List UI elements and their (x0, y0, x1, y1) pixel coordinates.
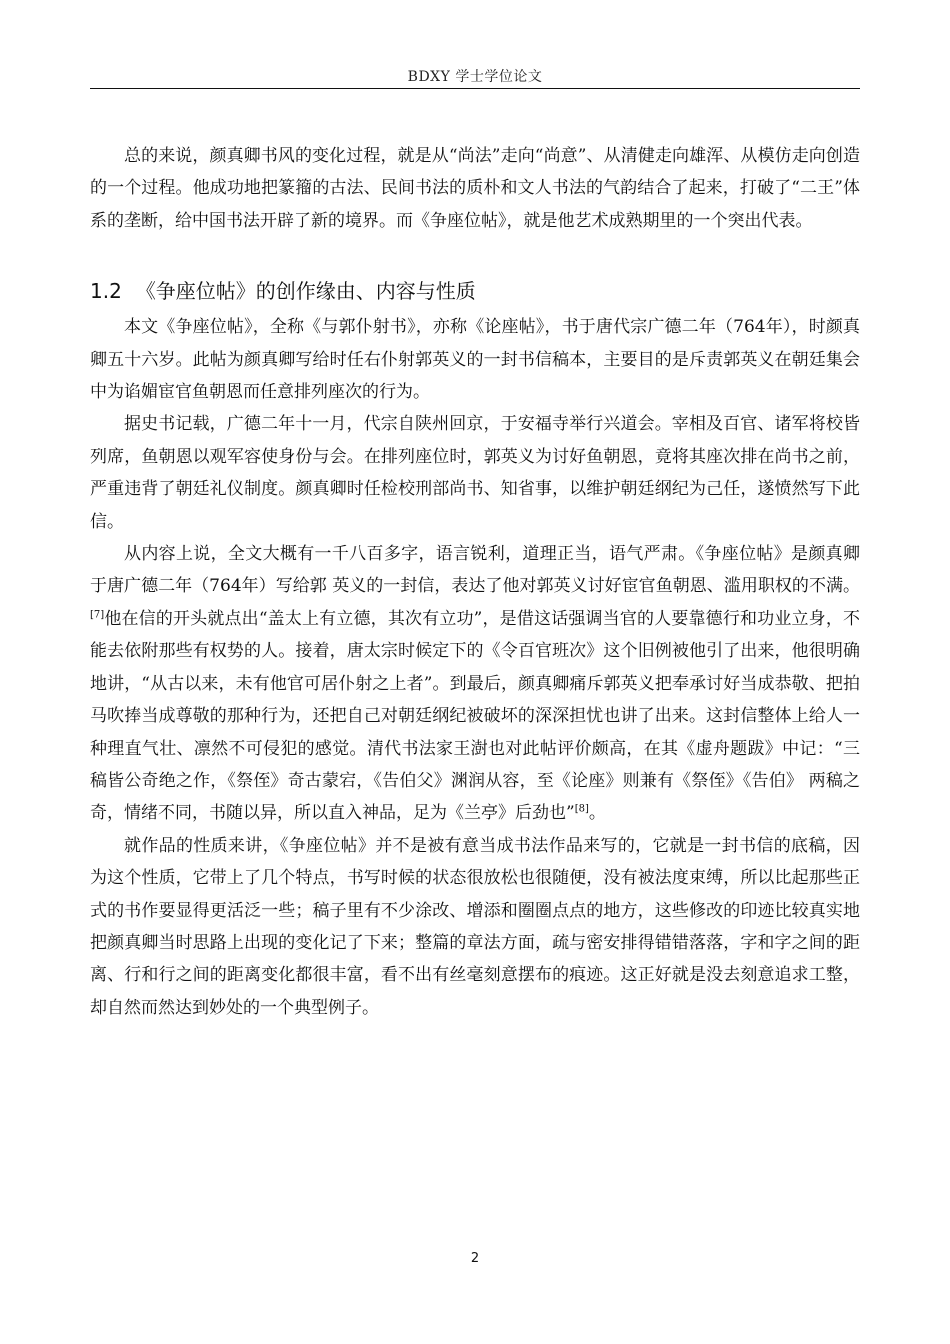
paragraph-3 (90, 538, 860, 830)
section-heading (90, 275, 860, 307)
document-body (90, 140, 860, 1024)
paragraph-2: 据史书记载，广德二年十一月，代宗自陕州回京，于安福寺举行兴道会。宰相及百官、诸军将校皆列席，鱼朝恩以观军容使身份与会。在排列座位时，郭英义为讨好鱼朝恩，竟将其座次排在尚书之前，严重违背了朝廷礼仪制度。颜真卿时任检校刑部尚书、知省事，以维护朝廷纲纪为己任，遂愤然写下此信。 (90, 414, 860, 532)
section-number: 1.2 (90, 279, 122, 304)
citation-8: [8] (574, 803, 589, 815)
header-rule (90, 88, 860, 89)
paragraph-3-part-b: 他在信的开头就点出“盖太上有立德，其次有立功”，是借这话强调当官的人要靠德行和功业立身，不能去依附那些有权势的人。接着，唐太宗时候定下的《令百官班次》这个旧例被他引了出来，他很明确地讲，“从古以来，未有他官可居仆射之上者”。到最后，颜真卿痛斥郭英义把奉承讨好当成恭敬、把拍马吹捧当成尊敬的那种行为，还把自己对朝廷纲纪被破坏的深深担忧也讲了出来。这封信整体上给人一种理直气壮、凛然不可侵犯的感觉。清代书法家王澍也对此帖评价颇高，在其《虚舟题跋》中记：“三稿皆公奇绝之作，《祭侄》奇古蒙宕，《告伯父》渊润从容，至《论座》则兼有《祭侄》《告伯》 两稿之奇，情绪不同，书随以异，所以直入神品，足为《兰亭》后劲也” (90, 608, 860, 824)
paragraph-1: 本文《争座位帖》，全称《与郭仆射书》，亦称《论座帖》，书于唐代宗广德二年（764年），时颜真卿五十六岁。此帖为颜真卿写给时任右仆射郭英义的一封书信稿本，主要目的是斥责郭英义在朝廷集会中为谄媚宦官鱼朝恩而任意排列座次的行为。 (90, 317, 860, 403)
page-number: 2 (470, 1251, 480, 1266)
citation-7: [7] (90, 609, 105, 621)
running-header: BDXY 学士学位论文 (407, 69, 543, 85)
paragraph-4: 就作品的性质来讲，《争座位帖》并不是被有意当成书法作品来写的，它就是一封书信的底稿，因为这个性质，它带上了几个特点，书写时候的状态很放松也很随便，没有被法度束缚，所以比起那些正式的书作要显得更活泛一些；稿子里有不少涂改、增添和圈圈点点的地方，这些修改的印迹比较真实地把颜真卿当时思路上出现的变化记了下来；整篇的章法方面，疏与密安排得错错落落，字和字之间的距离、行和行之间的距离变化都很丰富，看不出有丝毫刻意摆布的痕迹。这正好就是没去刻意追求工整，却自然而然达到妙处的一个典型例子。 (90, 835, 860, 1018)
paragraph-3-part-c: 。 (588, 803, 606, 824)
paragraph-intro: 总的来说，颜真卿书风的变化过程，就是从“尚法”走向“尚意”、从清健走向雄浑、从模仿走向创造的一个过程。他成功地把篆籀的古法、民间书法的质朴和文人书法的气韵结合了起来，打破了“二王”体系的垄断，给中国书法开辟了新的境界。而《争座位帖》，就是他艺术成熟期里的一个突出代表。 (90, 146, 860, 231)
section-title: 《争座位帖》的创作缘由、内容与性质 (135, 279, 476, 304)
paragraph-3-part-a: 从内容上说，全文大概有一千八百多字，语言锐利，道理正当，语气严肃。《争座位帖》是颜真卿于唐广德二年（764年）写给郭 英义的一封信，表达了他对郭英义讨好宦官鱼朝恩、滥用职权的不满。 (90, 544, 860, 597)
